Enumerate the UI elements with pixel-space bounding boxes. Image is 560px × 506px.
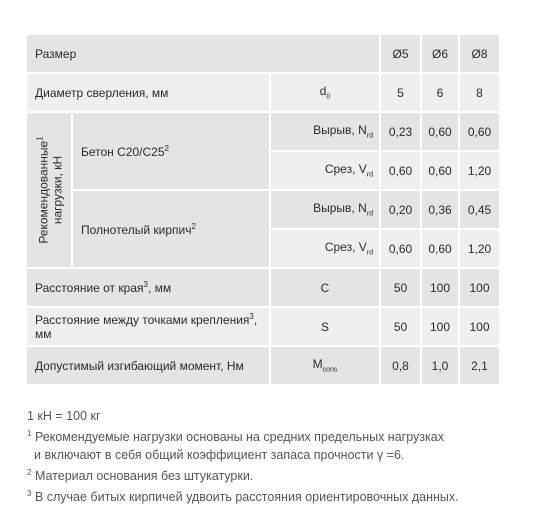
footnote-2: $^2$ Материал основания без штукатурки. xyxy=(27,468,254,484)
value-cell: 8 xyxy=(458,74,499,113)
size-label: Размер xyxy=(27,35,379,74)
value-cell: 100 xyxy=(420,308,458,347)
size-row xyxy=(27,35,499,74)
load-type: Срез, $V_{rd}$ xyxy=(269,152,379,191)
footnote-1: $^1$ Рекомендуемые нагрузки основаны на средних предельных нагрузках xyxy=(27,429,444,445)
value-cell: 1,20 xyxy=(458,230,499,269)
value-cell: 100 xyxy=(458,308,499,347)
value-cell: 1,0 xyxy=(420,347,458,386)
spec-table xyxy=(27,35,499,386)
value-cell: 0,60 xyxy=(420,230,458,269)
value-cell: 100 xyxy=(420,269,458,308)
material-brick: Полнотелый кирпич$^2$ xyxy=(71,191,269,269)
material-concrete: Бетон $C20/C25^2$ xyxy=(71,113,269,191)
value-cell: 0,45 xyxy=(458,191,499,230)
moment-label: Допустимый изгибающий момент, Нм xyxy=(27,347,269,386)
value-cell: 0,60 xyxy=(379,230,420,269)
load-type: Срез, $V_{rd}$ xyxy=(269,230,379,269)
value-cell: 0,36 xyxy=(420,191,458,230)
footnote-3: $^3$ В случае битых кирпичей удвоить расстояния ориентировочных данных. xyxy=(27,489,459,505)
brick-pullout-row xyxy=(27,191,499,230)
drill-row xyxy=(27,74,499,113)
edge-symbol: C xyxy=(269,269,379,308)
spacing-label: Расстояние между точками крепления$^3$, мм xyxy=(27,308,269,347)
value-cell: 0,60 xyxy=(420,113,458,152)
unit-note: 1 кН = 100 кг xyxy=(27,409,101,423)
edge-distance-label: Расстояние от края$^3$, мм xyxy=(27,269,269,308)
edge-distance-row xyxy=(27,269,499,308)
moment-row xyxy=(27,347,499,386)
drill-symbol: $d_0$ xyxy=(269,74,379,113)
value-cell: 50 xyxy=(379,308,420,347)
value-cell: 0,60 xyxy=(420,152,458,191)
concrete-pullout-row xyxy=(27,113,499,152)
spacing-row xyxy=(27,308,499,347)
load-type: Вырыв, $N_{rd}$ xyxy=(269,191,379,230)
drill-label: Диаметр сверления, мм xyxy=(27,74,269,113)
value-cell: 0,60 xyxy=(379,152,420,191)
load-type: Вырыв, $N_{rd}$ xyxy=(269,113,379,152)
value-cell: 100 xyxy=(458,269,499,308)
recommended-loads-label: Рекомендованные$^1$ нагрузки, кН xyxy=(27,113,71,269)
value-cell: 6 xyxy=(420,74,458,113)
size-cell: Ø5 xyxy=(379,35,420,74)
spacing-symbol: S xyxy=(269,308,379,347)
value-cell: 0,60 xyxy=(458,113,499,152)
value-cell: 5 xyxy=(379,74,420,113)
moment-symbol: $M_{cons}$ xyxy=(269,347,379,386)
value-cell: 0,23 xyxy=(379,113,420,152)
value-cell: 50 xyxy=(379,269,420,308)
value-cell: 0,8 xyxy=(379,347,420,386)
value-cell: 2,1 xyxy=(458,347,499,386)
footnotes xyxy=(27,407,547,506)
size-cell: Ø6 xyxy=(420,35,458,74)
value-cell: 0,20 xyxy=(379,191,420,230)
footnote-1-cont: и включают в себя общий коэффициент запаса прочности γ =6. xyxy=(34,448,405,463)
size-cell: Ø8 xyxy=(458,35,499,74)
value-cell: 1,20 xyxy=(458,152,499,191)
